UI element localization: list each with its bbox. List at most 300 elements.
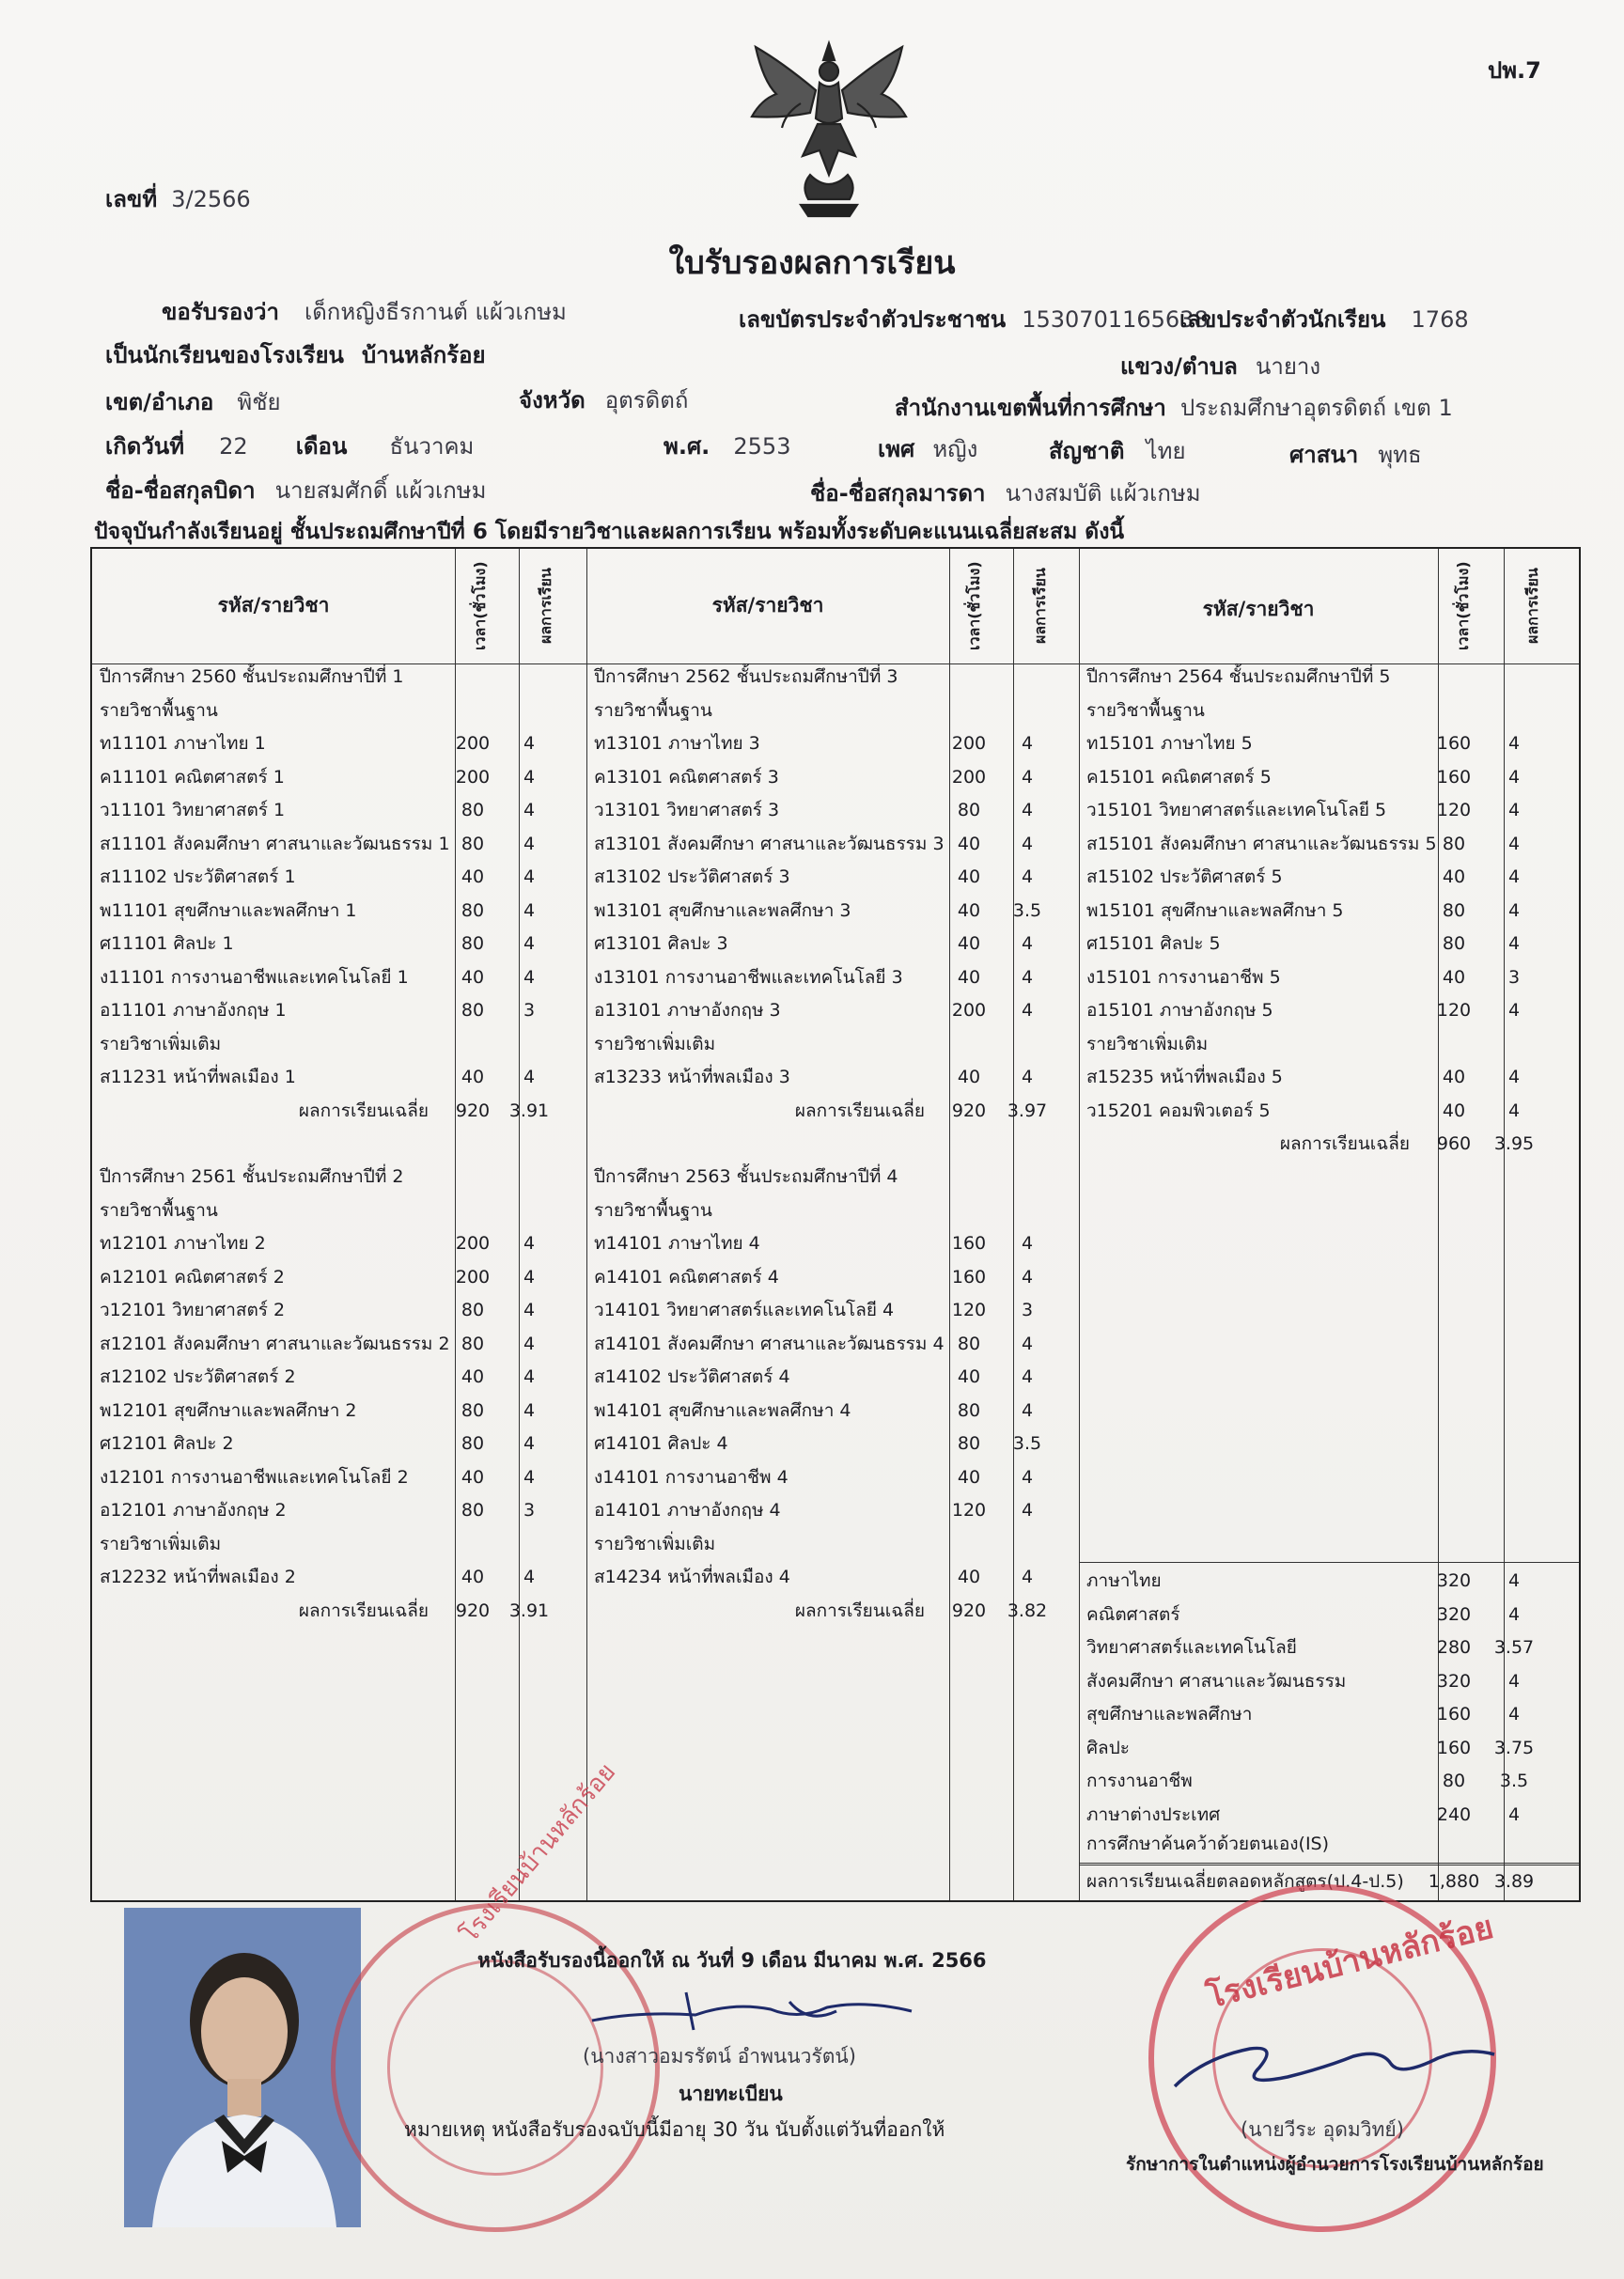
subject-grade: 4 [523,833,536,854]
subject-grade: 4 [1021,866,1034,887]
subdistrict: นายาง [1255,353,1321,380]
subject-hours: 40 [1442,966,1466,988]
subject-name: ส15235 หน้าที่พลเมือง 5 [1086,1067,1283,1087]
school-row [105,336,486,373]
subject-name: ส12232 หน้าที่พลเมือง 2 [100,1567,296,1587]
subject-hours: 160 [951,1266,987,1288]
summary-group-hours: 320 [1436,1670,1472,1692]
summary-group-grade: 4 [1507,1803,1521,1825]
header-hours-2: เวลา(ชั่วโมง) [965,561,983,651]
summary-group-grade: 3.75 [1493,1737,1535,1758]
district-row [105,383,281,420]
year-average-label: ผลการเรียนเฉลี่ย [298,1100,429,1121]
document-number-label: เลขที่ [105,186,158,212]
subject-row [1086,927,1547,960]
subject-row [1086,726,1547,760]
subject-name: ค14101 คณิตศาสตร์ 4 [594,1266,779,1288]
header-hours-1: เวลา(ชั่วโมง) [471,561,489,651]
extra-label-row [100,1027,562,1061]
subject-row [594,1460,1060,1494]
subject-name: ว15101 วิทยาศาสตร์และเทคโนโลยี 5 [1086,800,1387,820]
subject-grade: 4 [1021,1266,1034,1288]
registrar-title: นายทะเบียน [679,2083,783,2105]
subdistrict-row [1120,348,1320,384]
summary-group-grade: 4 [1507,1603,1521,1625]
subject-hours: 200 [951,766,987,788]
father-row [105,472,486,508]
subject-row [594,1226,1060,1260]
year-title-row [100,1160,562,1194]
subject-grade: 4 [523,1300,536,1320]
religion-row [1289,436,1422,473]
subject-hours: 40 [957,899,981,921]
basic-subjects-label: รายวิชาพื้นฐาน [1086,699,1205,721]
subject-row [100,894,562,928]
subject-row [1086,760,1547,794]
summary-group-grade: 3.57 [1493,1637,1535,1658]
subject-name: ง13101 การงานอาชีพและเทคโนโลยี 3 [594,966,903,988]
subject-row [594,1293,1060,1327]
subject-row [594,1493,1060,1527]
summary-group-hours: 80 [1442,1771,1466,1791]
summary-group-name: ภาษาไทย [1086,1570,1162,1591]
subject-row [1086,960,1547,994]
subject-name: ว12101 วิทยาศาสตร์ 2 [100,1300,286,1320]
subject-hours: 40 [957,966,981,988]
subject-row [594,827,1060,861]
subject-grade: 4 [523,899,536,921]
summary-group-name: วิทยาศาสตร์และเทคโนโลยี [1086,1637,1297,1658]
subject-grade: 4 [1507,1000,1521,1021]
year-title-row [594,1160,1060,1194]
id-card-row [739,301,1209,337]
subject-row [1086,993,1547,1027]
subject-name: ค12101 คณิตศาสตร์ 2 [100,1266,285,1288]
subject-row [594,1360,1060,1394]
year-average: 3.95 [1493,1133,1535,1154]
summary-group-grade: 4 [1507,1570,1521,1591]
summary-is-row [1086,1827,1556,1861]
subdistrict-label: แขวง/ตำบล [1120,353,1238,380]
subject-hours: 40 [1442,1100,1466,1121]
form-code: ปพ.7 [1488,57,1541,84]
subject-row [100,1560,562,1594]
extra-subjects-label: รายวิชาเพิ่มเติม [100,1033,222,1054]
year-title-row [594,660,1060,694]
subject-name: พ12101 สุขศึกษาและพลศึกษา 2 [100,1399,357,1421]
subject-row [100,1060,562,1094]
nationality-label: สัญชาติ [1049,438,1125,464]
subject-name: ท12101 ภาษาไทย 2 [100,1233,266,1254]
year-average-label: ผลการเรียนเฉลี่ย [298,1600,429,1621]
subject-hours: 120 [1436,1000,1472,1021]
subject-row [100,1293,562,1327]
subject-grade: 4 [523,733,536,754]
subject-row [100,993,562,1027]
subject-name: ส11231 หน้าที่พลเมือง 1 [100,1067,296,1087]
header-subject-3: รหัส/รายวิชา [1202,598,1315,620]
year-title-row [100,660,562,694]
subject-grade: 4 [1507,899,1521,921]
year-title: ปีการศึกษา 2561 ชั้นประถมศึกษาปีที่ 2 [100,1166,404,1187]
subject-row [594,1327,1060,1361]
subject-hours: 40 [461,1067,485,1087]
right-seal-text: โรงเรียนบ้านหลักร้อย [1203,1908,1497,2017]
header-grade-2: ผลการเรียน [1031,568,1049,645]
subject-row [100,860,562,894]
subject-row [100,1394,562,1428]
subject-name: อ13101 ภาษาอังกฤษ 3 [594,1000,781,1021]
subject-hours: 120 [1436,800,1472,820]
extra-subjects-label: รายวิชาเพิ่มเติม [594,1033,716,1054]
summary-group-hours: 280 [1436,1637,1472,1658]
year-average-row [1086,1127,1547,1161]
summary-group-name: การงานอาชีพ [1086,1771,1193,1791]
father-name: นายสมศักดิ์ แผ้วเกษม [274,477,487,504]
subject-grade: 4 [523,1366,536,1387]
subject-name: ส11101 สังคมศึกษา ศาสนาและวัฒนธรรม 1 [100,833,450,854]
summary-group-name: ภาษาต่างประเทศ [1086,1803,1221,1825]
subject-hours: 40 [1442,866,1466,887]
extra-label-row [594,1027,1060,1061]
subject-row [594,1427,1060,1460]
year-total-hours: 920 [455,1100,491,1121]
subject-name: อ12101 ภาษาอังกฤษ 2 [100,1500,287,1521]
school-name: บ้านหลักร้อย [362,342,486,368]
document-number-row [105,180,251,217]
year-total-hours: 960 [1436,1133,1472,1154]
subject-row [594,1560,1060,1594]
subject-name: พ13101 สุขศึกษาและพลศึกษา 3 [594,899,851,921]
subject-grade: 4 [1021,1067,1034,1087]
summary-group-name: สังคมศึกษา ศาสนาและวัฒนธรรม [1086,1670,1347,1692]
basic-label-row [594,1194,1060,1227]
validity-note: หมายเหตุ หนังสือรับรองฉบับนี้มีอายุ 30 วัน นับตั้งแต่วันที่ออกให้ [404,2118,945,2141]
subject-hours: 200 [455,1266,491,1288]
year-title: ปีการศึกษา 2562 ชั้นประถมศึกษาปีที่ 3 [594,666,898,687]
year-average-row [100,1094,562,1128]
province: อุตรดิตถ์ [604,387,689,414]
current-status-line: ปัจจุบันกำลังเรียนอยู่ ชั้นประถมศึกษาปีที่ 6 โดยมีรายวิชาและผลการเรียน พร้อมทั้งระดับคะแนนเฉลี่ยสะสม ดังนี้ [94,520,1125,544]
subject-row [1086,894,1547,928]
subject-grade: 4 [523,1266,536,1288]
subject-name: ส13233 หน้าที่พลเมือง 3 [594,1067,790,1087]
year-average: 3.91 [508,1600,550,1621]
registrar-signature-icon [583,1983,921,2039]
subject-hours: 160 [951,1233,987,1254]
student-photo-image [124,1908,361,2227]
subject-row [100,1493,562,1527]
subject-row [100,1226,562,1260]
subject-grade: 4 [1021,1500,1034,1521]
certify-label: ขอรับรองว่า [162,299,279,325]
basic-subjects-label: รายวิชาพื้นฐาน [594,1199,712,1221]
summary-group-row [1086,1764,1556,1798]
header-hours-3: เวลา(ชั่วโมง) [1454,561,1472,651]
subject-grade: 3 [1507,966,1521,988]
student-number: 1768 [1411,306,1469,333]
religion: พุทธ [1378,442,1422,468]
subject-hours: 40 [957,1466,981,1488]
subject-grade: 4 [523,1433,536,1454]
subject-row [594,927,1060,960]
subject-grade: 4 [1507,833,1521,854]
grades-table [90,547,1581,1902]
subject-row [100,1360,562,1394]
summary-group-grade: 4 [1507,1704,1521,1725]
subject-hours: 200 [951,733,987,754]
subject-grade: 4 [523,933,536,954]
subject-name: ท15101 ภาษาไทย 5 [1086,733,1253,754]
id-card-label: เลขบัตรประจำตัวประชาชน [739,306,1007,333]
subject-grade: 3.5 [1012,1433,1042,1454]
subject-row [1086,860,1547,894]
extra-label-row [1086,1027,1547,1061]
subject-hours: 200 [455,1233,491,1254]
basic-subjects-label: รายวิชาพื้นฐาน [100,1199,218,1221]
sex: หญิง [932,436,978,462]
student-no-row [1179,301,1469,337]
subject-grade: 3 [523,1000,536,1021]
district: พิชัย [237,389,281,415]
subject-row [594,960,1060,994]
birth-day-row [105,428,474,464]
year-average-row [594,1594,1060,1628]
basic-label-row [100,1194,562,1227]
document-title: ใบรับรองผลการเรียน [668,244,956,282]
basic-label-row [594,694,1060,727]
birth-day-label: เกิดวันที่ [105,433,185,460]
subject-name: พ14101 สุขศึกษาและพลศึกษา 4 [594,1399,851,1421]
overall-hours: 1,880 [1428,1871,1480,1892]
header-subject-2: รหัส/รายวิชา [711,594,824,617]
subject-name: ค15101 คณิตศาสตร์ 5 [1086,766,1272,788]
subject-hours: 80 [957,800,981,820]
header-subject-1: รหัส/รายวิชา [217,594,330,617]
subject-hours: 40 [957,1567,981,1587]
subject-row [594,993,1060,1027]
subject-hours: 40 [1442,1067,1466,1087]
garuda-emblem-icon [744,34,914,222]
director-name: (นายวีระ อุดมวิทย์) [1241,2118,1404,2141]
subject-grade: 4 [1021,1333,1034,1354]
subject-row [594,760,1060,794]
subject-grade: 4 [1021,1233,1034,1254]
subject-grade: 3 [1021,1300,1034,1320]
subject-hours: 80 [461,899,485,921]
subject-grade: 4 [1021,1000,1034,1021]
summary-divider [1079,1863,1579,1864]
subject-grade: 3 [523,1500,536,1521]
subject-grade: 4 [1021,833,1034,854]
subject-hours: 40 [957,933,981,954]
school-label: เป็นนักเรียนของโรงเรียน [105,342,344,368]
year-title: ปีการศึกษา 2560 ชั้นประถมศึกษาปีที่ 1 [100,666,404,687]
subject-name: ง15101 การงานอาชีพ 5 [1086,966,1281,988]
subject-grade: 4 [523,966,536,988]
summary-group-hours: 240 [1436,1803,1472,1825]
province-row [519,382,688,418]
student-photo [124,1908,361,2227]
subject-hours: 160 [1436,766,1472,788]
summary-group-grade: 3.5 [1499,1771,1529,1791]
overall-gpa: 3.89 [1493,1871,1535,1892]
subject-grade: 4 [523,866,536,887]
extra-subjects-label: รายวิชาเพิ่มเติม [100,1533,222,1554]
summary-group-name: คณิตศาสตร์ [1086,1603,1180,1625]
birth-year-row [664,428,790,464]
subject-row [1086,1060,1547,1094]
birth-year-label: พ.ศ. [664,433,710,460]
subject-grade: 4 [1021,933,1034,954]
subject-hours: 40 [461,1466,485,1488]
header-grade-1: ผลการเรียน [537,568,554,645]
subject-hours: 40 [461,866,485,887]
subject-grade: 4 [1021,1366,1034,1387]
issue-date: หนังสือรับรองนี้ออกให้ ณ วันที่ 9 เดือน มีนาคม พ.ศ. 2566 [477,1949,987,1972]
subject-name: ส12101 สังคมศึกษา ศาสนาและวัฒนธรรม 2 [100,1333,450,1354]
subject-name: ส14102 ประวัติศาสตร์ 4 [594,1366,790,1387]
basic-label-row [1086,694,1547,727]
subject-grade: 4 [523,766,536,788]
basic-subjects-label: รายวิชาพื้นฐาน [594,699,712,721]
subject-hours: 40 [461,1567,485,1587]
overall-gpa-label: ผลการเรียนเฉลี่ยตลอดหลักสูตร(ป.4-ป.5) [1086,1871,1404,1892]
birth-month: ธันวาคม [389,433,475,460]
nationality-row [1049,432,1186,469]
subject-row [594,894,1060,928]
subject-hours: 80 [461,1399,485,1421]
birth-day: 22 [219,433,248,460]
subject-row [100,1327,562,1361]
subject-grade: 4 [1507,866,1521,887]
left-seal-text: โรงเรียนบ้านหลักร้อย [455,1757,622,1949]
subject-row [594,1060,1060,1094]
subject-hours: 80 [461,1333,485,1354]
header-grade-3: ผลการเรียน [1523,568,1541,645]
subject-row [100,1427,562,1460]
subject-row [100,726,562,760]
area-office-row [895,389,1453,426]
subject-hours: 80 [1442,833,1466,854]
year-average-label: ผลการเรียนเฉลี่ย [794,1600,925,1621]
subject-name: ศ13101 ศิลปะ 3 [594,933,728,954]
subject-name: ท14101 ภาษาไทย 4 [594,1233,760,1254]
subject-name: ค13101 คณิตศาสตร์ 3 [594,766,779,788]
subject-name: ส14234 หน้าที่พลเมือง 4 [594,1567,790,1587]
subject-hours: 80 [957,1433,981,1454]
subject-name: ง14101 การงานอาชีพ 4 [594,1466,789,1488]
basic-subjects-label: รายวิชาพื้นฐาน [100,699,218,721]
birth-year: 2553 [733,433,791,460]
registrar-name: (นางสาวอมรรัตน์ อำพนนวรัตน์) [583,2045,856,2068]
summary-group-hours: 320 [1436,1570,1472,1591]
subject-grade: 4 [523,1567,536,1587]
subject-grade: 4 [523,800,536,820]
subject-row [1086,1094,1547,1128]
subject-name: อ11101 ภาษาอังกฤษ 1 [100,1000,287,1021]
subject-row [100,1260,562,1294]
subject-name: ส12102 ประวัติศาสตร์ 2 [100,1366,296,1387]
subject-hours: 40 [957,1366,981,1387]
father-label: ชื่อ-ชื่อสกุลบิดา [105,477,256,504]
subject-hours: 80 [957,1399,981,1421]
subject-grade: 4 [1021,966,1034,988]
summary-group-name: ศิลปะ [1086,1737,1130,1758]
extra-label-row [100,1527,562,1561]
subject-name: พ11101 สุขศึกษาและพลศึกษา 1 [100,899,357,921]
summary-group-hours: 160 [1436,1737,1472,1758]
summary-group-row [1086,1631,1556,1664]
subject-hours: 40 [461,1366,485,1387]
summary-group-row [1086,1664,1556,1698]
summary-group-row [1086,1697,1556,1731]
subject-grade: 4 [523,1333,536,1354]
subject-hours: 80 [461,1500,485,1521]
extra-label-row [594,1527,1060,1561]
subject-hours: 160 [1436,733,1472,754]
subject-name: ว15201 คอมพิวเตอร์ 5 [1086,1100,1271,1121]
subject-name: ส15102 ประวัติศาสตร์ 5 [1086,866,1283,887]
subject-name: พ15101 สุขศึกษาและพลศึกษา 5 [1086,899,1344,921]
summary-group-hours: 160 [1436,1704,1472,1725]
summary-group-grade: 4 [1507,1670,1521,1692]
subject-grade: 4 [1021,766,1034,788]
subject-row [1086,793,1547,827]
subject-row [100,827,562,861]
subject-grade: 4 [1021,733,1034,754]
summary-is-label: การศึกษาค้นคว้าด้วยตนเอง(IS) [1086,1834,1330,1854]
subject-name: ศ12101 ศิลปะ 2 [100,1433,234,1454]
subject-hours: 80 [461,933,485,954]
id-card-number: 1530701165638 [1022,306,1209,333]
subject-name: ค11101 คณิตศาสตร์ 1 [100,766,285,788]
area-office: ประถมศึกษาอุตรดิตถ์ เขต 1 [1179,395,1453,421]
subject-hours: 200 [951,1000,987,1021]
subject-hours: 40 [957,833,981,854]
year-total-hours: 920 [951,1100,987,1121]
sex-label: เพศ [878,436,915,462]
subject-row [100,927,562,960]
subject-grade: 4 [1021,800,1034,820]
area-office-label: สำนักงานเขตพื้นที่การศึกษา [895,395,1166,421]
subject-hours: 120 [951,1500,987,1521]
subject-grade: 4 [1021,1567,1034,1587]
province-label: จังหวัด [519,387,586,414]
mother-name: นางสมบัติ แผ้วเกษม [1005,480,1201,507]
subject-grade: 4 [523,1233,536,1254]
year-title: ปีการศึกษา 2563 ชั้นประถมศึกษาปีที่ 4 [594,1166,898,1187]
subject-grade: 4 [1507,933,1521,954]
subject-row [594,1394,1060,1428]
year-average-label: ผลการเรียนเฉลี่ย [1279,1133,1410,1154]
year-average: 3.82 [1007,1600,1048,1621]
document-number: 3/2566 [171,186,251,212]
subject-row [594,793,1060,827]
subject-name: ท11101 ภาษาไทย 1 [100,733,266,754]
subject-grade: 3.5 [1012,899,1042,921]
religion-label: ศาสนา [1289,442,1359,468]
subject-name: ว14101 วิทยาศาสตร์และเทคโนโลยี 4 [594,1300,895,1320]
mother-row [810,475,1201,511]
subject-hours: 40 [461,966,485,988]
subject-hours: 80 [461,833,485,854]
certify-row [162,293,567,330]
year-total-hours: 920 [455,1600,491,1621]
year-average: 3.91 [508,1100,550,1121]
subject-hours: 80 [461,1000,485,1021]
subject-name: ส13102 ประวัติศาสตร์ 3 [594,866,790,887]
